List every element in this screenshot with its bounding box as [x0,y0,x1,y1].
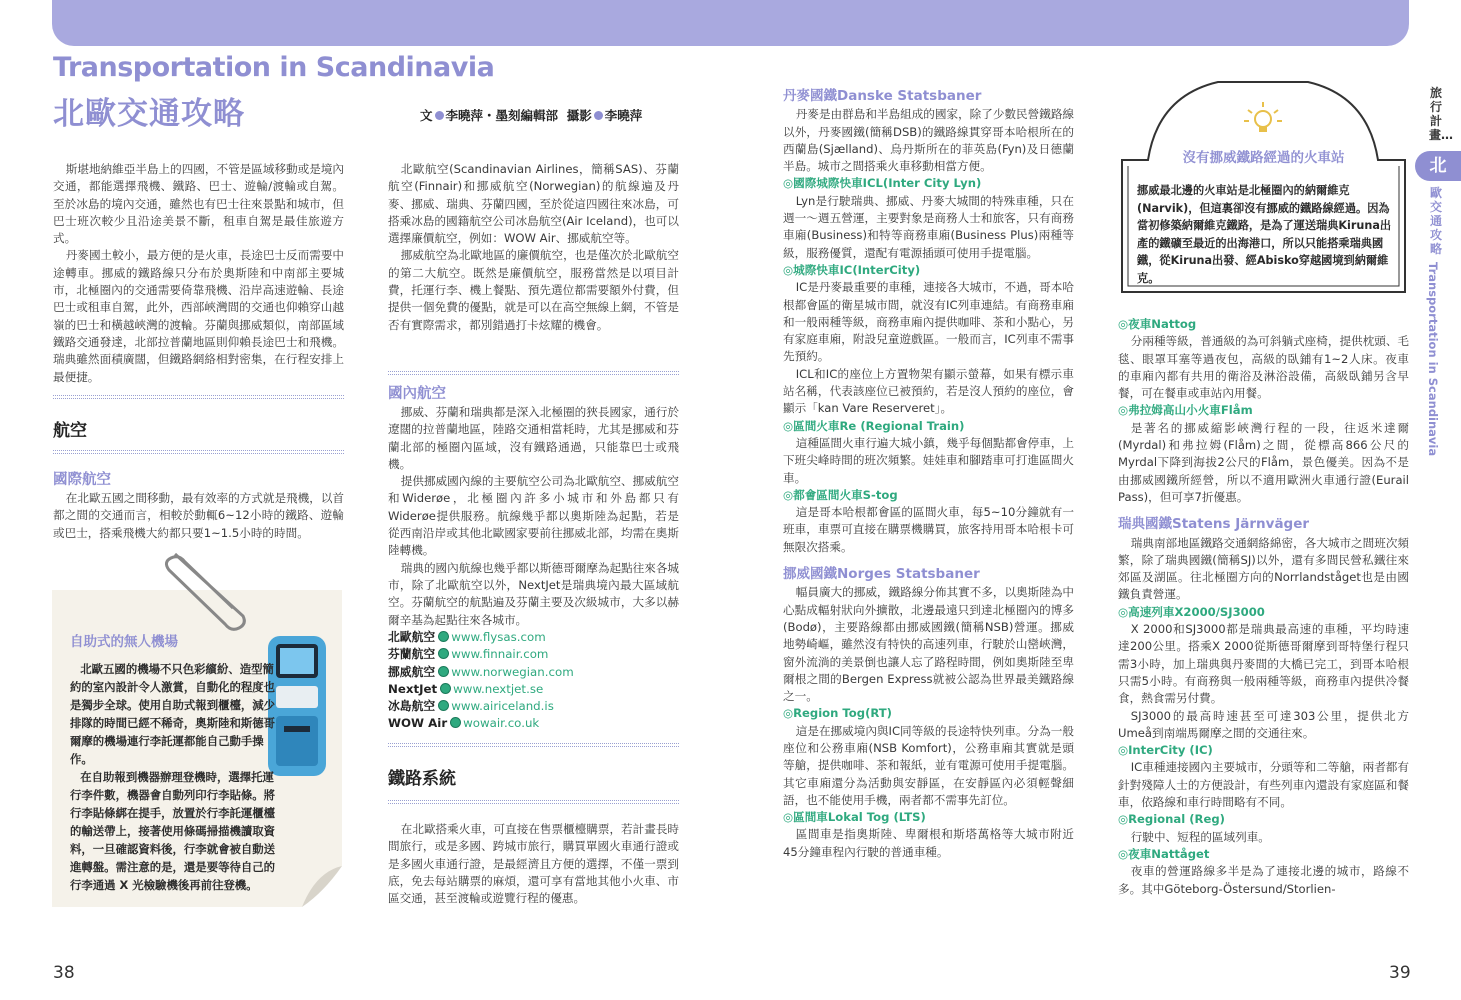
credit-text-names: 李曉萍・墨刻編輯部 [445,108,559,123]
airline-link-row[interactable]: 挪威航空 www.norwegian.com [388,664,574,679]
flam-text: 是著名的挪威縮影峽灣行程的一段，往返米達爾(Myrdal)和弗拉姆(Flåm)之間，從標高866公尺的Myrdal下降到海拔2公尺的Flåm，景色優美。因為不是由挪威國鐵所經營，所以不適用歐洲火車通行證(Eurail Pass)，但可享7折優惠。 [1118,420,1409,504]
side-nav-en: Transportation in Scandinavia [1426,262,1440,457]
intercity-text: IC車種連接國內主要城市，分頭等和二等艙，兩者都有針對殘障人士的方便設計，有些列車內還設有家庭區和餐車，依路線和車行時間略有不同。 [1118,760,1409,810]
top-color-band [52,0,1409,46]
stog-text: 這是哥本哈根都會區的區間火車，每5~10分鐘就有一班車，車票可直接在購票機購買，旅客持用哥本哈根卡可無限次搭乘。 [783,505,1074,554]
side-nav-label: 旅行計畫… [1429,86,1454,142]
subtitle-nattaget: ◎夜車Nattåget [1118,846,1210,861]
airline-url[interactable]: www.finnair.com [451,647,549,662]
subtitle-rt: ◎Region Tog(RT) [783,706,892,721]
subtitle-nattog: ◎夜車Nattog [1118,317,1197,331]
bullet-dot-icon [594,111,603,120]
subtitle-lts: ◎區間車Lokal Tog (LTS) [783,810,926,825]
regional-text: 行駛中、短程的區域列車。 [1130,829,1270,844]
sj-intro: 瑞典南部地區鐵路交通網絡綿密，各大城市之間班次頻繁，除了瑞典國鐵(簡稱SJ)以外，還有多間民營私鐵往來郊區及湖區。往北極圈方向的Norrlandståget也是由國鐵負責營運。 [1118,535,1410,602]
credit-text-label: 文 [420,108,433,123]
sidebar-paragraph: 在自助報到機器辦理登機時，選擇托運行李件數，機器會自動列印行李貼條。將行李貼條綁在提手，放置於行李託運櫃檯的輸送帶上，接著使用條碼掃描機讀取資料，一旦確認資料後，行李就會被自動送進轉盤。需注意的是，還是要等待自己的行李通過 X 光檢驗機後再前往登機。 [70,770,276,892]
subheading-domestic: 國內航空 [388,386,446,402]
airline-overview-text [388,161,679,334]
ic-text: ICL和IC的座位上方置物架有顯示螢幕，如果有標示車站名稱，代表該座位已被預約，若是沒人預約的座位，會顯示「kan Vare Reserveret」。 [783,366,1074,416]
subheading-international: 國際航空 [53,472,111,488]
airline-url[interactable]: www.airiceland.is [451,699,554,714]
heading-nsb: 挪威國鐵Norges Statsbaner [783,566,980,583]
domestic-text [388,404,679,629]
nsb-intro: 幅員廣大的挪威，鐵路線分佈其實不多，以奧斯陸為中心點成輻射狀向外擴散，北邊最遠只到達北極圈內的博多(Bodø)，主要路線都由挪威國鐵(簡稱NSB)營運。挪威地勢崎嶇，雖然沒有特快的高速列車，行駛於山巒峽灣，窗外流淌的美景倒也讓人忘了路程時間，例如奧斯陸至卑爾根之間的Bergen Express就被公認為世界最美鐵路線之一。 [783,585,1075,704]
airline-link-row[interactable]: NextJet www.nextjet.se [388,681,544,696]
airline-link-row[interactable]: 芬蘭航空 www.finnair.com [388,647,549,662]
page-curl-icon [302,866,342,907]
credit-photo-name: 李曉萍 [604,108,643,123]
rail-paragraph: 在北歐搭乘火車，可直接在售票櫃檯購票，若計畫長時間旅行，或是多國、跨城市旅行，購買單國火車通行證或是多國火車通行證，是最經濟且方便的選擇，不僅一票到底，免去每站購票的麻煩，還可享有當地其他小火車、市區交通，甚至渡輪或遊覽行程的優惠。 [388,822,680,906]
heading-dsb: 丹麥國鐵Danske Statsbaner [783,88,982,104]
credit-photo-label: 攝影 [566,108,592,123]
globe-icon [438,648,449,659]
subtitle-re: ◎區間火車Re (Regional Train) [783,418,965,433]
globe-icon [438,631,449,642]
airline-link-row[interactable]: WOW Air wowair.co.uk [388,716,540,731]
dsb-intro: 丹麥是由群島和半島組成的國家，除了少數民營鐵路線以外，丹麥國鐵(簡稱DSB)的鐵路線貫穿哥本哈根所在的西蘭島(Sjælland)、烏丹斯所在的菲英島(Fyn)及日德蘭半島。城市之間搭乘火車移動相當方便。 [783,107,1075,174]
credits [420,106,642,124]
globe-icon [450,717,461,728]
paperclip-icon [155,546,250,634]
page-title-en: Transportation in Scandinavia [53,52,495,83]
rail-text [388,821,679,907]
ic-text: IC是丹麥最重要的車種，連接各大城市，不過，哥本哈根都會區的衛星城市間，就沒有IC列車連結。有商務車廂和一般兩種等級，商務車廂內提供咖啡、茶和小點心，另有家庭車廂，附設兒童遊戲區。一般而言，IC列車不需事先預約。 [783,280,1074,364]
subtitle-regional: ◎Regional (Reg) [1118,812,1225,827]
globe-icon [438,666,449,677]
airline-url[interactable]: www.flysas.com [451,630,546,644]
domestic-paragraph: 挪威、芬蘭和瑞典都是深入北極圈的狹長國家，通行於遼闊的拉普蘭地區，陸路交通相當耗時，尤其是挪威和芬蘭北部的極圈內區域，沒有鐵路通過，只能靠巴士或飛機。 [388,405,680,471]
domestic-paragraph: 提供挪威國內線的主要航空公司為北歐航空、挪威航空和Widerøe，北極圈內許多小城市和外島都只有Widerøe提供服務。航線幾乎都以奧斯陸為起點，若是從西南沿岸或其他北歐國家要前往挪威北部，均需在奧斯陸轉機。 [388,474,680,558]
intro-paragraph: 斯堪地納維亞半島上的四國，不管是區域移動或是境內交通，都能選擇飛機、鐵路、巴士、遊輪/渡輪或自駕。至於冰島的境內交通，雖然也有巴士往來景點和城市，但巴士班次較少且沿途美景不斷，租車自駕是最佳旅遊方式。 [53,162,345,246]
denmark-rail-section [783,86,1074,861]
airline-url[interactable]: wowair.co.uk [463,716,540,731]
intro-paragraph: 丹麥國土較小，最方便的是火車，長途巴士反而需要中途轉車。挪威的鐵路線只分布於奧斯陸和中南部主要城市，北極圈內的交通需要倚靠飛機、沿岸高速遊輪、長途巴士或租車自駕，此外，西部峽灣間的交通也仰賴穿山越嶺的巴士和橫越峽灣的渡輪。芬蘭與挪威類似，南部區域鐵路交通發達，北部拉普蘭地區則仰賴長途巴士和飛機。瑞典雖然面積廣闊，但鐵路網絡相對密集，在行程安排上最便捷。 [53,248,345,384]
divider [388,743,679,747]
sidebar-paragraph: 北歐五國的機場不只色彩繽紛、造型簡約的室內設計令人激賞，自動化的程度也是獨步全球。使用自助式報到櫃檯，減少排隊的時間已經不稀奇，奧斯陸和斯德哥爾摩的機場連行李託運都能自己動手操作。 [70,662,276,766]
international-text [53,490,344,542]
airline-paragraph: 挪威航空為北歐地區的廉價航空，也是僅次於北歐航空的第二大航空。既然是廉價航空，服務當然是以項目計費，托運行李、機上餐點、預先選位都需要額外付費，但提供一個免費的優點，就是可以在高空無線上網，不管是否有實際需求，都別錯過打卡炫耀的機會。 [388,248,680,332]
subtitle-flam: ◎弗拉姆高山小火車Flåm [1118,403,1253,418]
section-heading-rail: 鐵路系統 [388,769,456,789]
intro-text [53,161,344,386]
globe-icon [440,683,451,694]
airline-paragraph: 北歐航空(Scandinavian Airlines，簡稱SAS)、芬蘭航空(Finnair)和挪威航空(Norwegian)的航線遍及丹麥、挪威、瑞典、芬蘭四國，至於從這四國往來冰島，可搭乘冰島的國籍航空公司冰島航空(Air Iceland)，也可以選擇廉價航空，例如：WOW Air、挪威航空等。 [388,162,679,246]
international-paragraph: 在北歐五國之間移動，最有效率的方式就是飛機，以首都之間的交通而言，相較於動輒6~12小時的鐵路、遊輪或巴士，搭乘飛機大約都只要1~1.5小時的時間。 [53,491,345,540]
lightbulb-icon [1240,100,1286,138]
nattaget-text: 夜車的營運路線多半是為了連接北邊的城市，路線不多。其中Göteborg-Östersund/Storlien- [1118,864,1409,896]
divider [388,371,679,375]
page-title-zh: 北歐交通攻略 [53,96,245,132]
airline-link-row[interactable]: 冰島航空 www.airiceland.is [388,699,554,714]
subtitle-intercity: ◎InterCity (IC) [1118,743,1213,758]
divider [388,800,679,804]
divider [53,395,344,399]
x2000-text: X 2000和SJ3000都是瑞典最高速的車種，平均時速達200公里。搭乘X 2000從斯德哥爾摩到哥特堡行程只需3小時，加上瑞典與丹麥間的大橋已完工，到哥本哈根只需5小時。有商務與一般兩種等級，商務車內提供冷餐食，熱食需另付費。 [1118,622,1409,706]
airline-link-row[interactable]: 北歐航空 www.flysas.com [388,630,546,644]
icl-text: Lyn是行駛瑞典、挪威、丹麥大城間的特殊車種，只在週一～週五營運，主要對象是商務人士和旅客，只有商務車廂(Business)和特等商務車廂(Business Plus)兩種等級，服務優質，還配有電源插頭可使用手提電腦。 [783,193,1074,260]
re-text: 這種區間火車行遍大城小鎮，幾乎每個點都會停車，上下班尖峰時間的班次頻繁。娃娃車和腳踏車可打進區間火車。 [783,435,1075,485]
side-nav-zh: 歐交通攻略 [1429,186,1442,256]
airline-links [388,629,574,733]
sidebar-text [70,660,285,894]
page-number-left: 38 [53,963,75,983]
nattog-text: 分兩種等級，普通級的為可斜躺式座椅，提供枕頭、毛毯、眼罩耳塞等過夜包，高級的臥鋪有1~2人床。夜車的車廂內都有共用的衛浴及淋浴設備，高級臥鋪另含早餐，可在餐車或車站內用餐。 [1118,334,1410,401]
tip-text: 挪威最北邊的火車站是北極圈內的納爾維克(Narvik)，但這裏卻沒有挪威的鐵路線經過。因為當初修築納爾維克鐵路，是為了運送瑞典Kiruna出產的鐵礦至最近的出海港口，所以只能搭乘瑞典國鐵，從Kiruna出發、經Abisko穿越國境到納爾維克。 [1137,184,1392,285]
globe-icon [438,700,449,711]
subtitle-x2000: ◎高速列車X2000/SJ3000 [1118,604,1265,619]
side-nav-tab[interactable]: 北 [1415,151,1461,181]
subtitle-ic: ◎城際快車IC(InterCity) [783,262,921,277]
heading-sj: 瑞典國鐵Statens Järnväger [1118,516,1310,533]
lts-text: 區間車是指奧斯陸、卑爾根和斯塔萬格等大城市附近45分鐘車程內行駛的普通車種。 [783,827,1074,859]
tip-title: 沒有挪威鐵路經過的火車站 [1182,150,1345,166]
airline-url[interactable]: www.nextjet.se [453,681,544,696]
airline-url[interactable]: www.norwegian.com [451,664,574,679]
rt-text: 這是在挪威境內與IC同等級的長途特快列車。分為一般座位和公務車廂(NSB Komfort)，公務車廂其實就是頭等艙，提供咖啡、茶和報紙，並有電源可使用手提電腦。其它車廂還分為活動與安靜區，在安靜區內必須輕聲細語，也不能使用手機，兩者都不需事先訂位。 [783,723,1074,807]
subtitle-stog: ◎都會區間火車S-tog [783,487,898,502]
page-number-right: 39 [1389,963,1411,983]
subtitle-icl: ◎國際城際快車ICL(Inter City Lyn) [783,176,982,191]
sidebar-title: 自助式的無人機場 [70,634,178,650]
bullet-dot-icon [435,111,444,120]
divider [53,450,344,454]
x2000-text: SJ3000的最高時速甚至可達303公里，提供北方Umeå到南端馬爾摩之間的交通往來。 [1118,708,1409,740]
norway-sweden-rail-section [1118,316,1409,898]
section-heading-aviation: 航空 [53,421,87,441]
domestic-paragraph: 瑞典的國內航線也幾乎都以斯德哥爾摩為起點往來各城市，除了北歐航空以外，NextJet是瑞典境內最大區域航空。芬蘭航空的航點遍及芬蘭主要及次級城市，大多以赫爾辛基為起點往來各城市。 [388,560,680,627]
